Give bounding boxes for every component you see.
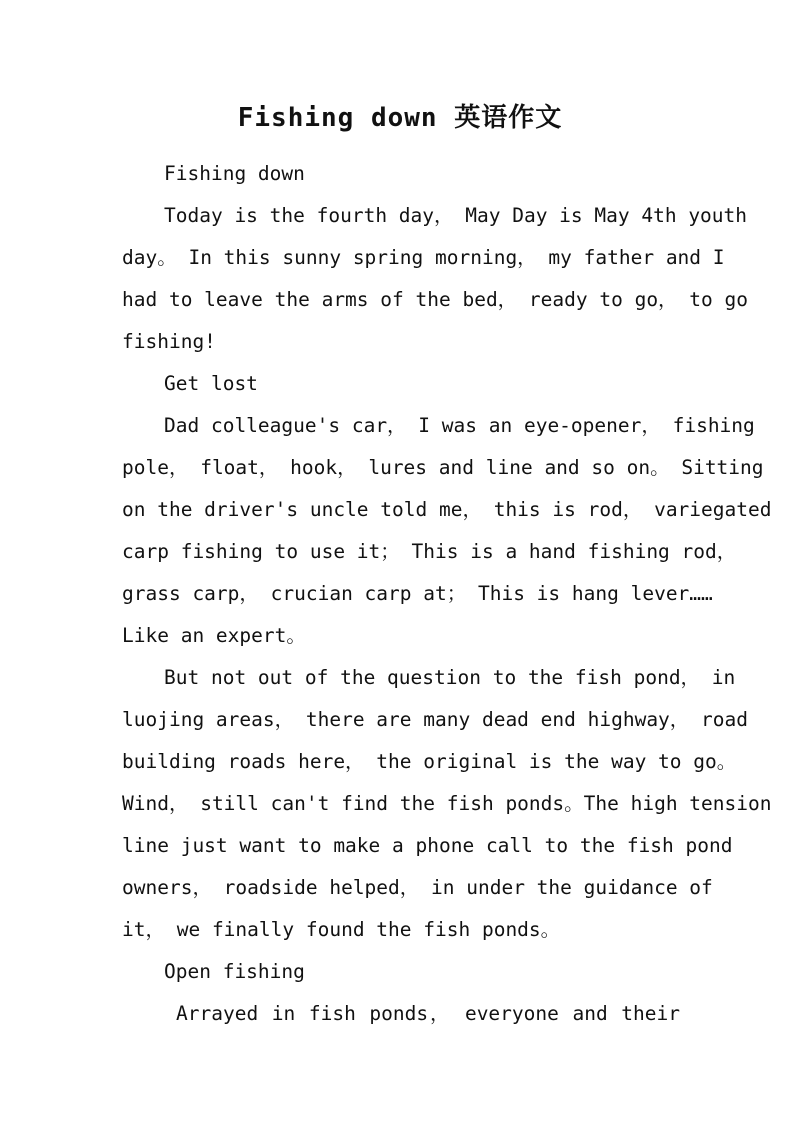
body-line: luojing areas， there are many dead end highway， road [122,708,748,731]
body-line: it， we finally found the fish ponds。 [122,918,561,941]
body-line: Arrayed in fish ponds， everyone and their [176,1002,680,1025]
body-line: carp fishing to use it； This is a hand fishing rod， [122,540,737,563]
body-line: fishing! [122,330,216,353]
body-line: day。 In this sunny spring morning， my father and I [122,246,725,269]
document-title: Fishing down 英语作文 [237,103,563,133]
body-line: building roads here， the original is the way to go。 [122,750,737,773]
body-line: had to leave the arms of the bed， ready to go， to go [122,288,748,311]
section-heading-get-lost: Get lost [164,372,258,395]
body-line: pole， float， hook， lures and line and so on。 Sitting [122,456,764,479]
body-line: Dad colleague's car， I was an eye-opener， fishing [164,414,755,437]
section-heading-open-fishing: Open fishing [164,960,305,983]
body-line: Wind， still can't find the fish ponds。The high tension [122,792,772,815]
body-line: grass carp， crucian carp at； This is hang lever…… [122,582,713,605]
body-line: Like an expert。 [122,624,306,647]
body-line: line just want to make a phone call to the fish pond [122,834,733,857]
body-line: on the driver's uncle told me， this is rod， variegated [122,498,772,521]
body-line: But not out of the question to the fish pond， in [164,666,736,689]
section-heading-fishing-down: Fishing down [164,162,305,185]
body-line: Today is the fourth day， May Day is May 4th youth [164,204,748,227]
body-line: owners， roadside helped， in under the guidance of [122,876,713,899]
